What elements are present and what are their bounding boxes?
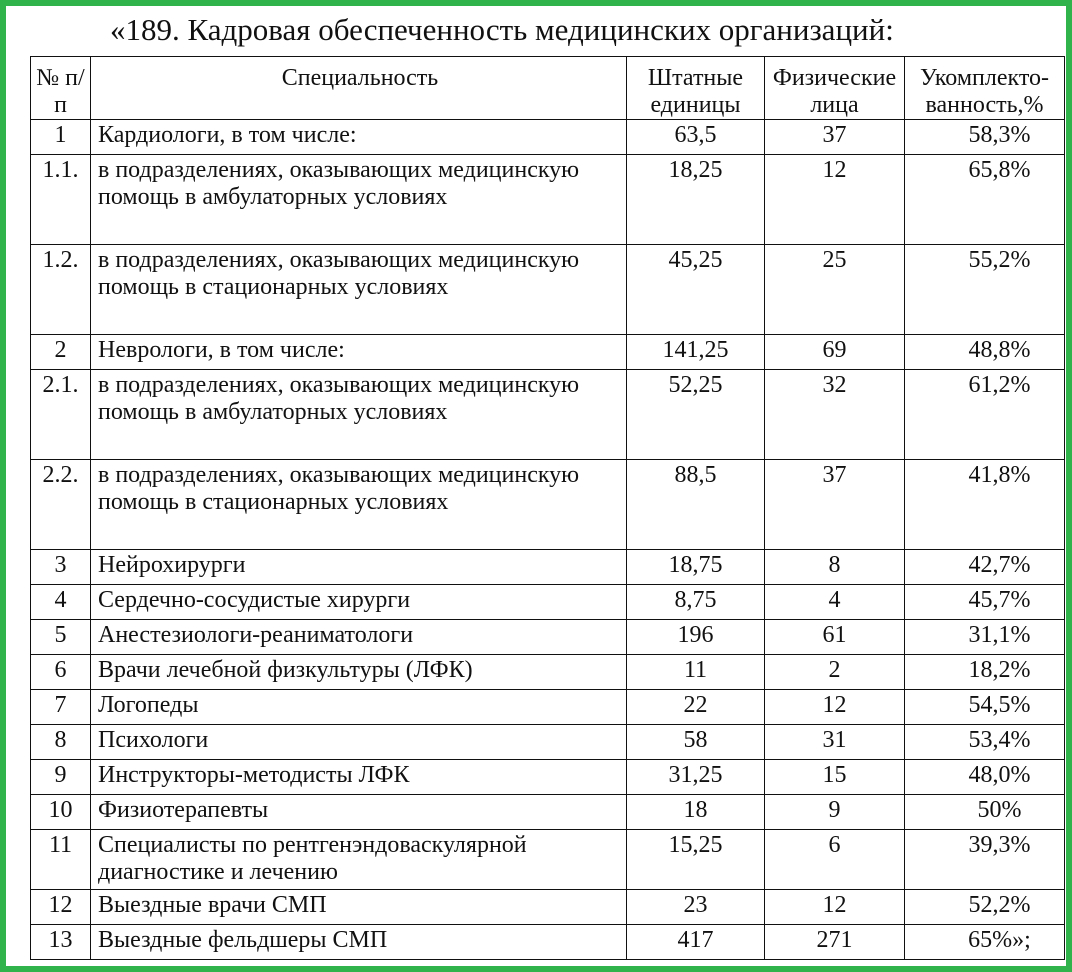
row-specialty: Инструкторы-методисты ЛФК [91,760,627,795]
table-row [31,830,1065,890]
row-specialty: в подразделениях, оказывающих медицинскую помощь в стационарных условиях [91,245,627,335]
row-staff-units: 11 [627,655,765,690]
row-physical-persons: 9 [765,795,905,830]
row-staff-units: 58 [627,725,765,760]
row-staffing-level: 48,8% [905,335,1065,370]
row-physical-persons: 12 [765,890,905,925]
row-number: 6 [31,655,91,690]
row-number: 13 [31,925,91,960]
row-staff-units: 18,75 [627,550,765,585]
row-staff-units: 63,5 [627,120,765,155]
row-specialty: Нейрохирурги [91,550,627,585]
row-physical-persons: 61 [765,620,905,655]
row-number: 8 [31,725,91,760]
row-physical-persons: 37 [765,460,905,550]
table-row [31,795,1065,830]
table-row [31,890,1065,925]
row-staff-units: 18,25 [627,155,765,245]
header-num: № п/п [31,57,91,120]
row-staffing-level: 65,8% [905,155,1065,245]
row-specialty: в подразделениях, оказывающих медицинскую помощь в амбулаторных условиях [91,155,627,245]
row-staff-units: 31,25 [627,760,765,795]
row-number: 11 [31,830,91,890]
row-staffing-level: 45,7% [905,585,1065,620]
row-staff-units: 22 [627,690,765,725]
row-staff-units: 141,25 [627,335,765,370]
row-staff-units: 23 [627,890,765,925]
table-row [31,155,1065,245]
row-staff-units: 88,5 [627,460,765,550]
table-row [31,120,1065,155]
row-number: 1.2. [31,245,91,335]
table-row [31,585,1065,620]
row-physical-persons: 31 [765,725,905,760]
row-physical-persons: 271 [765,925,905,960]
row-staffing-level: 52,2% [905,890,1065,925]
row-staff-units: 52,25 [627,370,765,460]
row-staff-units: 18 [627,795,765,830]
row-physical-persons: 8 [765,550,905,585]
row-physical-persons: 15 [765,760,905,795]
table-row [31,655,1065,690]
row-staff-units: 15,25 [627,830,765,890]
row-staffing-level: 54,5% [905,690,1065,725]
row-staffing-level: 61,2% [905,370,1065,460]
table-row [31,460,1065,550]
row-staffing-level: 65%»; [905,925,1065,960]
row-specialty: Логопеды [91,690,627,725]
row-staffing-level: 48,0% [905,760,1065,795]
header-physical-persons: Физические лица [765,57,905,120]
row-staffing-level: 18,2% [905,655,1065,690]
row-specialty: Выездные фельдшеры СМП [91,925,627,960]
row-number: 12 [31,890,91,925]
row-number: 1.1. [31,155,91,245]
row-physical-persons: 32 [765,370,905,460]
row-specialty: Кардиологи, в том числе: [91,120,627,155]
row-staffing-level: 58,3% [905,120,1065,155]
row-number: 3 [31,550,91,585]
row-specialty: Специалисты по рентгенэндоваскулярной диагностике и лечению [91,830,627,890]
table-row [31,760,1065,795]
row-staff-units: 45,25 [627,245,765,335]
row-number: 9 [31,760,91,795]
header-staffing-level: Укомплекто-ванность,% [905,57,1065,120]
row-physical-persons: 37 [765,120,905,155]
row-physical-persons: 2 [765,655,905,690]
row-staffing-level: 55,2% [905,245,1065,335]
row-physical-persons: 6 [765,830,905,890]
table-row [31,925,1065,960]
row-physical-persons: 25 [765,245,905,335]
row-number: 5 [31,620,91,655]
row-specialty: Врачи лечебной физкультуры (ЛФК) [91,655,627,690]
row-specialty: Сердечно-сосудистые хирурги [91,585,627,620]
row-staff-units: 196 [627,620,765,655]
row-specialty: Психологи [91,725,627,760]
row-staffing-level: 39,3% [905,830,1065,890]
row-staffing-level: 50% [905,795,1065,830]
row-staffing-level: 41,8% [905,460,1065,550]
row-number: 4 [31,585,91,620]
row-physical-persons: 69 [765,335,905,370]
row-staffing-level: 53,4% [905,725,1065,760]
row-staff-units: 8,75 [627,585,765,620]
row-specialty: Анестезиологи-реаниматологи [91,620,627,655]
table-row [31,690,1065,725]
row-specialty: в подразделениях, оказывающих медицинскую помощь в стационарных условиях [91,460,627,550]
row-number: 10 [31,795,91,830]
row-staff-units: 417 [627,925,765,960]
row-number: 2.2. [31,460,91,550]
row-physical-persons: 4 [765,585,905,620]
table-row [31,245,1065,335]
row-number: 1 [31,120,91,155]
table-row [31,550,1065,585]
table-row [31,725,1065,760]
row-physical-persons: 12 [765,155,905,245]
row-staffing-level: 42,7% [905,550,1065,585]
row-specialty: Выездные врачи СМП [91,890,627,925]
document-title: «189. Кадровая обеспеченность медицинских организаций: [110,12,894,47]
table-row [31,370,1065,460]
staffing-table [30,56,1065,960]
table-row [31,620,1065,655]
row-staffing-level: 31,1% [905,620,1065,655]
header-staff-units: Штатные единицы [627,57,765,120]
table-header-row [31,57,1065,120]
row-number: 2.1. [31,370,91,460]
table-row [31,335,1065,370]
header-specialty: Специальность [91,57,627,120]
row-number: 2 [31,335,91,370]
row-specialty: в подразделениях, оказывающих медицинскую помощь в амбулаторных условиях [91,370,627,460]
row-physical-persons: 12 [765,690,905,725]
row-number: 7 [31,690,91,725]
row-specialty: Неврологи, в том числе: [91,335,627,370]
row-specialty: Физиотерапевты [91,795,627,830]
